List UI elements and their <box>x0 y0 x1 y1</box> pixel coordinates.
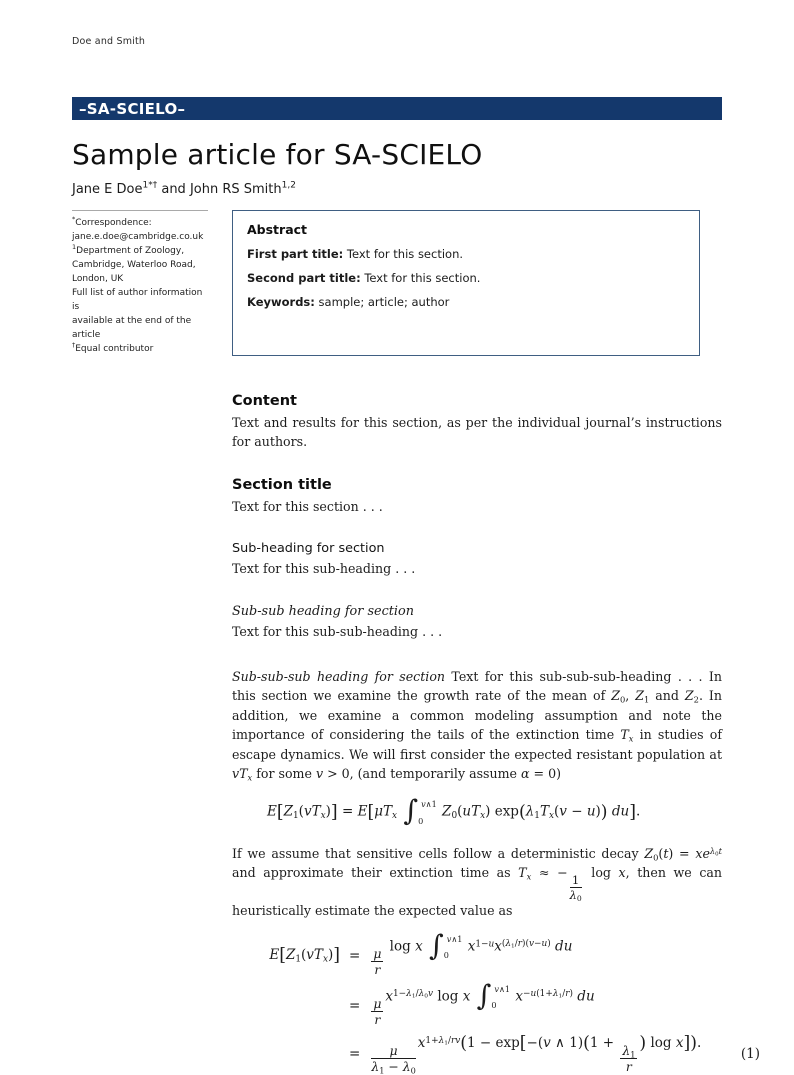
equation-relation: = <box>349 947 361 964</box>
abstract-item <box>247 295 685 309</box>
running-head: Doe and Smith <box>72 36 146 47</box>
abstract-item-text: sample; article; author <box>314 295 450 309</box>
abstract-item-label: Keywords: <box>247 295 315 309</box>
assumption-paragraph: If we assume that sensitive cells follow a deterministic decay $Z_0(t) = xe^{\lambda_0t}$ and approximate their extinction time as $T_x$ ≈ − $\frac{1}{\lambda_0}$ log x, then we can heuristically estimate the expected value as <box>232 845 722 919</box>
equation-relation: = <box>349 997 361 1014</box>
abstract-heading: Abstract <box>247 222 308 237</box>
authors-line: Jane E Doe$^{1*\dagger}$ and John RS Smith$^{1,2}$ <box>72 180 296 197</box>
equation-rhs: $\frac{\mu}{r}$ log x ∫ v∧1 0 $x^{1-u}x^{(\lambda_1/r)(v-u)}$ du <box>373 928 573 978</box>
affiliation-line: London, UK <box>72 274 124 284</box>
journal-banner-label: –SA-SCIELO– <box>79 99 186 118</box>
equation-row <box>232 1034 760 1075</box>
subsection-paragraph: Text for this sub-heading . . . <box>232 561 416 577</box>
content-heading: Content <box>232 393 297 409</box>
equal-contributor-line: †Equal contributor <box>72 341 154 354</box>
equation-relation: = <box>349 1046 361 1063</box>
abstract-item <box>247 271 685 285</box>
equation-lhs: $E[Z_1(vT_x)]$ <box>269 945 340 966</box>
abstract-item-label: Second part title: <box>247 271 361 285</box>
abstract-item-label: First part title: <box>247 247 344 261</box>
subsubsection-heading: Sub-sub heading for section <box>232 603 414 619</box>
affiliation-line: $^1$Department of Zoology, <box>72 243 185 256</box>
abstract-item <box>247 247 685 261</box>
run-in-heading-paragraph: Sub-sub-sub heading for section Text for this sub-sub-sub-heading . . . In this section we examine the growth rate of the mean of $Z_0$, $Z_1$ and $Z_2$. In addition, we examine a common modeling assumption and note the importance of considering the tails of the extinction time $T_x$ in studies of escape dynamics. We will first consider the expected resistant population at $vT_x$ for some v > 0, (and temporarily assume α = 0) <box>232 669 723 783</box>
equation-row <box>232 979 722 1028</box>
content-paragraph: Text and results for this section, as per the individual journal’s instructions for authors. <box>232 415 722 450</box>
sidebar-divider <box>72 210 208 211</box>
abstract-item-text: Text for this section. <box>343 247 464 261</box>
affiliation-line: Cambridge, Waterloo Road, <box>72 260 196 270</box>
article-body <box>232 393 760 1075</box>
abstract-item-text: Text for this section. <box>360 271 481 285</box>
equation-rhs: $\frac{\mu}{r}$ $x^{1-\lambda_1/\lambda_0v}$ log x ∫ v∧1 0 $x^{-u(1+\lambda_1/r)}$ du <box>373 979 595 1028</box>
author-info-line: available at the end of the article <box>72 316 192 340</box>
article-title: Sample article for SA-SCIELO <box>72 138 483 171</box>
subsection-heading: Sub-heading for section <box>232 541 385 557</box>
subsubsection-paragraph: Text for this sub-sub-heading . . . <box>232 623 443 639</box>
correspondence-line: *Correspondence: <box>72 215 152 228</box>
section-heading: Section title <box>232 476 332 493</box>
equation-tag: (1) <box>740 1046 760 1063</box>
correspondence-email: jane.e.doe@cambridge.co.uk <box>72 232 204 242</box>
abstract-box <box>232 210 700 356</box>
section-paragraph: Text for this section . . . <box>232 498 383 514</box>
author-info-line: Full list of author information is <box>72 288 203 312</box>
display-equation: $E[Z_1(vT_x)] = E[\mu T_x$ ∫ v∧1 0 $Z_0(uT_x) \exp(\lambda_1T_x(v - u))$ du]. <box>267 794 641 828</box>
equation-array <box>232 928 760 1075</box>
front-matter-columns <box>72 210 722 356</box>
correspondence-note <box>72 216 210 356</box>
correspondence-sidebar <box>72 210 210 356</box>
journal-banner <box>72 97 722 120</box>
equation-row <box>232 928 722 978</box>
equation-rhs: $\frac{\mu}{\lambda_1 - \lambda_0}$ $x^{1+\lambda_1/rv}(1 - \exp[-(v$ ∧ 1)(1 + $\frac{\lambda_1}{r}$ ) log x]). <box>371 1034 702 1075</box>
